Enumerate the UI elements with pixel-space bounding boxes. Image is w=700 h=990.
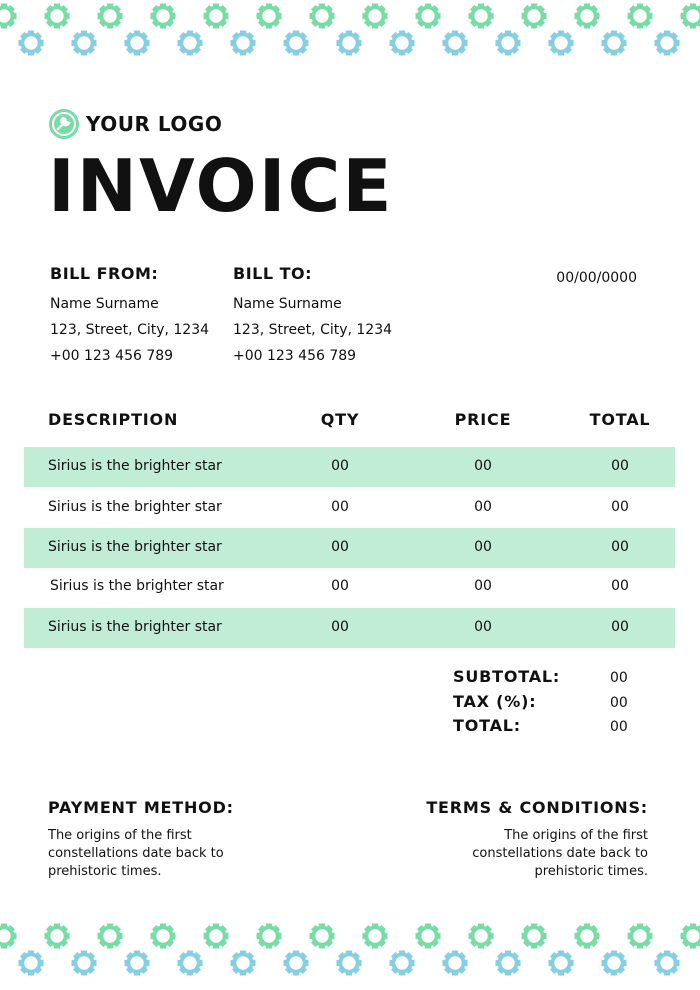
gear-icon: [681, 4, 700, 28]
total-value: 00: [610, 719, 628, 735]
gear-icon: [178, 31, 202, 55]
gear-icon: [98, 4, 122, 28]
subtotal-value: 00: [610, 670, 628, 686]
tax-line: [453, 691, 628, 717]
gear-icon: [19, 31, 43, 55]
row-total: 00: [611, 539, 629, 555]
row-qty: 00: [331, 619, 349, 635]
gear-icon: [72, 951, 96, 975]
gear-icon: [549, 31, 573, 55]
gear-icon: [204, 924, 228, 948]
gear-icon: [284, 31, 308, 55]
terms-text: The origins of the first constellations date back to prehistoric times.: [472, 828, 648, 879]
gear-icon: [469, 924, 493, 948]
payment-method-section: [48, 798, 328, 881]
logo-icon: [48, 108, 80, 140]
gear-icon: [549, 951, 573, 975]
top-gear-border: [0, 0, 700, 70]
bill-from-phone: +00 123 456 789: [50, 348, 174, 364]
gear-icon: [416, 924, 440, 948]
gear-icon: [72, 31, 96, 55]
gear-icon: [390, 31, 414, 55]
row-total: 00: [611, 619, 629, 635]
header-description: DESCRIPTION: [48, 410, 179, 429]
gear-icon: [363, 4, 387, 28]
gear-icon: [257, 4, 281, 28]
tax-value: 00: [610, 694, 628, 711]
bill-from-heading: BILL FROM:: [50, 264, 159, 283]
row-qty: 00: [331, 499, 349, 515]
gear-icon: [628, 924, 652, 948]
row-price: 00: [474, 499, 492, 515]
header-price: PRICE: [454, 410, 512, 429]
gear-icon: [19, 951, 43, 975]
payment-method-text: The origins of the first constellations date back to prehistoric times.: [48, 828, 224, 879]
gear-icon: [310, 924, 334, 948]
gear-icon: [575, 924, 599, 948]
gear-icon: [231, 951, 255, 975]
total-label: TOTAL:: [453, 716, 521, 735]
row-price: 00: [474, 578, 492, 594]
subtotal-line: [453, 667, 628, 692]
gear-icon: [443, 951, 467, 975]
row-description: Sirius is the brighter star: [50, 578, 224, 594]
logo-text: YOUR LOGO: [86, 112, 223, 136]
row-price: 00: [474, 619, 492, 635]
header-total: TOTAL: [589, 410, 651, 429]
bill-to-address: 123, Street, City, 1234: [233, 322, 393, 338]
gear-icon: [655, 951, 679, 975]
logo: [48, 108, 222, 140]
gear-icon: [257, 924, 281, 948]
bill-to-name: Name Surname: [233, 296, 342, 312]
gear-icon: [655, 31, 679, 55]
row-description: Sirius is the brighter star: [48, 539, 222, 555]
gear-icon: [151, 4, 175, 28]
gear-icon: [151, 924, 175, 948]
gear-icon: [125, 951, 149, 975]
subtotal-label: SUBTOTAL:: [453, 667, 561, 686]
invoice-date: 00/00/0000: [556, 270, 637, 286]
gear-icon: [310, 4, 334, 28]
table-header: [0, 410, 700, 432]
header-qty: QTY: [320, 410, 360, 429]
gear-icon: [522, 4, 546, 28]
gear-icon: [496, 31, 520, 55]
row-description: Sirius is the brighter star: [48, 458, 222, 474]
gear-icon: [178, 951, 202, 975]
gear-icon: [98, 924, 122, 948]
row-qty: 00: [331, 458, 349, 474]
gear-icon: [204, 4, 228, 28]
row-price: 00: [474, 539, 492, 555]
gear-icon: [337, 951, 361, 975]
gear-icon: [469, 4, 493, 28]
row-qty: 00: [331, 539, 349, 555]
gear-icon: [231, 31, 255, 55]
gear-icon: [416, 4, 440, 28]
invoice-summary: [453, 667, 628, 741]
gear-icon: [681, 924, 700, 948]
bottom-gear-border: [0, 920, 700, 990]
bill-to-heading: BILL TO:: [233, 264, 313, 283]
row-total: 00: [611, 499, 629, 515]
gear-icon: [443, 31, 467, 55]
invoice-title: INVOICE: [48, 144, 394, 228]
gear-icon: [522, 924, 546, 948]
row-total: 00: [611, 578, 629, 594]
row-description: Sirius is the brighter star: [48, 619, 222, 635]
row-total: 00: [611, 458, 629, 474]
total-line: [453, 716, 628, 741]
terms-heading: TERMS & CONDITIONS:: [426, 798, 648, 817]
gear-icon: [45, 924, 69, 948]
table-row: [24, 488, 675, 528]
gear-icon: [125, 31, 149, 55]
gear-icon: [363, 924, 387, 948]
bill-from-name: Name Surname: [50, 296, 159, 312]
bill-to-phone: +00 123 456 789: [233, 348, 357, 364]
gear-icon: [45, 4, 69, 28]
gear-icon: [575, 4, 599, 28]
table-row: [24, 528, 675, 568]
bill-from-address: 123, Street, City, 1234: [50, 322, 210, 338]
gear-icon: [0, 4, 16, 28]
gear-icon: [337, 31, 361, 55]
table-row: [24, 567, 675, 607]
bill-to-block: [233, 264, 392, 369]
row-description: Sirius is the brighter star: [48, 499, 222, 515]
gear-icon: [496, 951, 520, 975]
bill-from-block: [50, 264, 209, 369]
gear-icon: [0, 924, 16, 948]
gear-icon: [390, 951, 414, 975]
payment-method-heading: PAYMENT METHOD:: [48, 798, 234, 817]
table-row: [24, 447, 675, 487]
gear-icon: [628, 4, 652, 28]
tax-label: TAX (%):: [453, 691, 537, 711]
table-row: [24, 608, 675, 648]
gear-icon: [602, 951, 626, 975]
gear-icon: [284, 951, 308, 975]
terms-section: [348, 798, 648, 881]
row-qty: 00: [331, 578, 349, 594]
row-price: 00: [474, 458, 492, 474]
gear-icon: [602, 31, 626, 55]
